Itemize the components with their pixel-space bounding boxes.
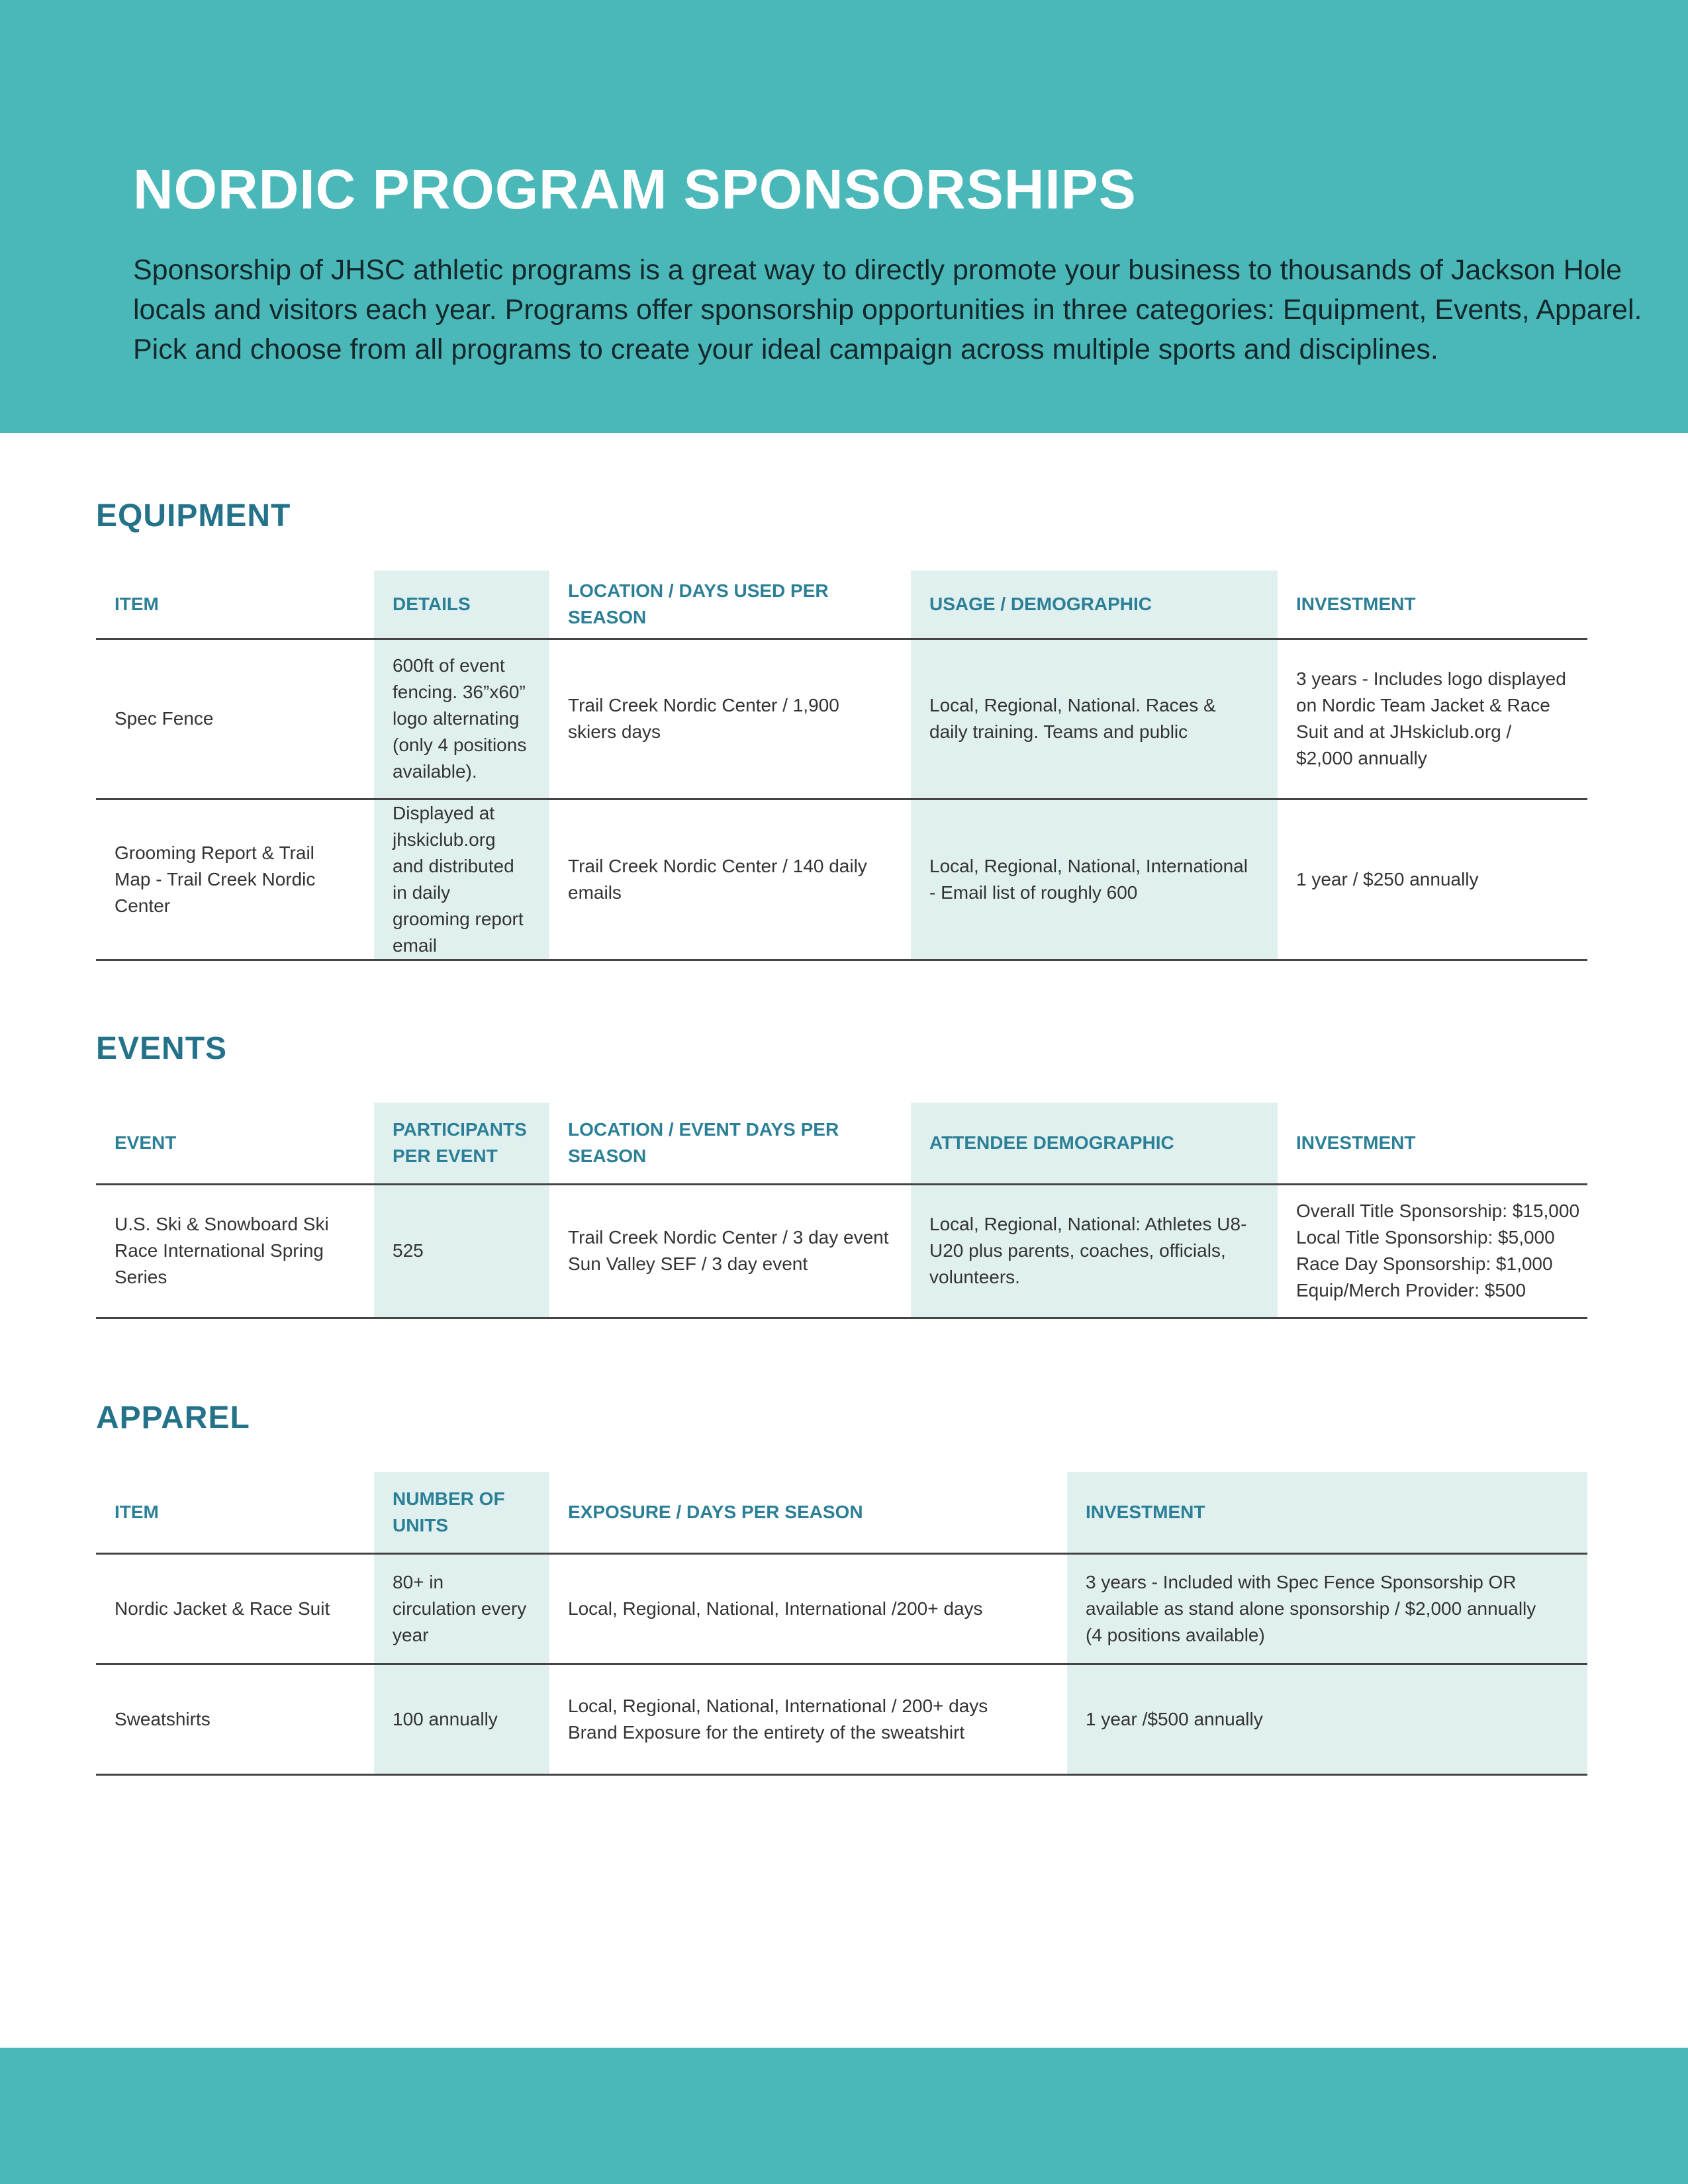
table-cell: Local, Regional, National. Races & daily training. Teams and public (911, 639, 1278, 799)
column-header-event: EVENT (96, 1103, 374, 1184)
table-cell: 1 year /$500 annually (1067, 1664, 1587, 1774)
table-cell: Local, Regional, National, International /200+ days (549, 1553, 1067, 1664)
table-cell: 600ft of event fencing. 36”x60” logo alternating (only 4 positions available). (374, 639, 549, 799)
table-cell: Trail Creek Nordic Center / 3 day event Sun Valley SEF / 3 day event (549, 1184, 911, 1318)
table-cell: 525 (374, 1184, 549, 1318)
table-cell: 3 years - Includes logo displayed on Nordic Team Jacket & Race Suit and at JHskiclub.org / $2,000 annually (1278, 639, 1587, 799)
header-band (0, 0, 1688, 433)
column-header-investment: INVESTMENT (1067, 1472, 1587, 1553)
table-cell: Spec Fence (96, 639, 374, 799)
events-section-title: EVENTS (96, 1031, 228, 1066)
table-cell: Trail Creek Nordic Center / 140 daily emails (549, 799, 911, 960)
table-cell: Local, Regional, National: Athletes U8-U20 plus parents, coaches, officials, volunteers. (911, 1184, 1278, 1318)
table-cell: Nordic Jacket & Race Suit (96, 1553, 374, 1664)
column-header-investment: INVESTMENT (1278, 570, 1587, 639)
table-cell: Trail Creek Nordic Center / 1,900 skiers days (549, 639, 911, 799)
events-table (96, 1103, 1587, 1319)
table-cell: Grooming Report & Trail Map - Trail Creek Nordic Center (96, 799, 374, 960)
column-header-item: ITEM (96, 1472, 374, 1553)
table-header-row (96, 570, 1587, 639)
intro-paragraph (133, 250, 1642, 369)
apparel-table (96, 1472, 1587, 1776)
column-header-usage: USAGE / DEMOGRAPHIC (911, 570, 1278, 639)
table-cell: 1 year / $250 annually (1278, 799, 1587, 960)
equipment-section-title: EQUIPMENT (96, 498, 291, 533)
table-cell: 100 annually (374, 1664, 549, 1774)
column-header-units: NUMBER OF UNITS (374, 1472, 549, 1553)
table-cell: 3 years - Included with Spec Fence Sponsorship OR available as stand alone sponsorship / $2,000 annually (4 positions available) (1067, 1553, 1587, 1664)
table-cell: U.S. Ski & Snowboard Ski Race International Spring Series (96, 1184, 374, 1318)
table-cell: Local, Regional, National, International - Email list of roughly 600 (911, 799, 1278, 960)
column-header-details: DETAILS (374, 570, 549, 639)
column-header-exposure: EXPOSURE / DAYS PER SEASON (549, 1472, 1067, 1553)
table-row (96, 1553, 1587, 1664)
table-cell: Sweatshirts (96, 1664, 374, 1774)
column-header-investment: INVESTMENT (1278, 1103, 1587, 1184)
table-header-row (96, 1472, 1587, 1553)
table-row (96, 799, 1587, 960)
apparel-section-title: APPAREL (96, 1400, 250, 1435)
column-header-participants: PARTICIPANTS PER EVENT (374, 1103, 549, 1184)
table-cell: Displayed at jhskiclub.org and distributed in daily grooming report email (374, 799, 549, 960)
table-cell: Local, Regional, National, International / 200+ days Brand Exposure for the entirety of the sweatshirt (549, 1664, 1067, 1774)
column-header-item: ITEM (96, 570, 374, 639)
equipment-table (96, 570, 1587, 961)
column-header-location: LOCATION / DAYS USED PER SEASON (549, 570, 911, 639)
table-header-row (96, 1103, 1587, 1184)
intro-line: Pick and choose from all programs to create your ideal campaign across multiple sports and disciplines. (133, 334, 1438, 365)
table-row (96, 639, 1587, 799)
intro-line: locals and visitors each year. Programs offer sponsorship opportunities in three categories: Equipment, Events, Apparel. (133, 294, 1642, 326)
page-title: NORDIC PROGRAM SPONSORSHIPS (133, 158, 1137, 220)
column-header-demographic: ATTENDEE DEMOGRAPHIC (911, 1103, 1278, 1184)
footer-band (0, 2048, 1688, 2184)
column-header-location: LOCATION / EVENT DAYS PER SEASON (549, 1103, 911, 1184)
table-row (96, 1184, 1587, 1318)
intro-line: Sponsorship of JHSC athletic programs is a great way to directly promote your business to thousands of Jackson Hole (133, 254, 1622, 286)
table-cell: 80+ in circulation every year (374, 1553, 549, 1664)
table-row (96, 1664, 1587, 1774)
table-cell: Overall Title Sponsorship: $15,000 Local Title Sponsorship: $5,000 Race Day Sponsorship: $1,000 Equip/Merch Provider: $500 (1278, 1184, 1587, 1318)
